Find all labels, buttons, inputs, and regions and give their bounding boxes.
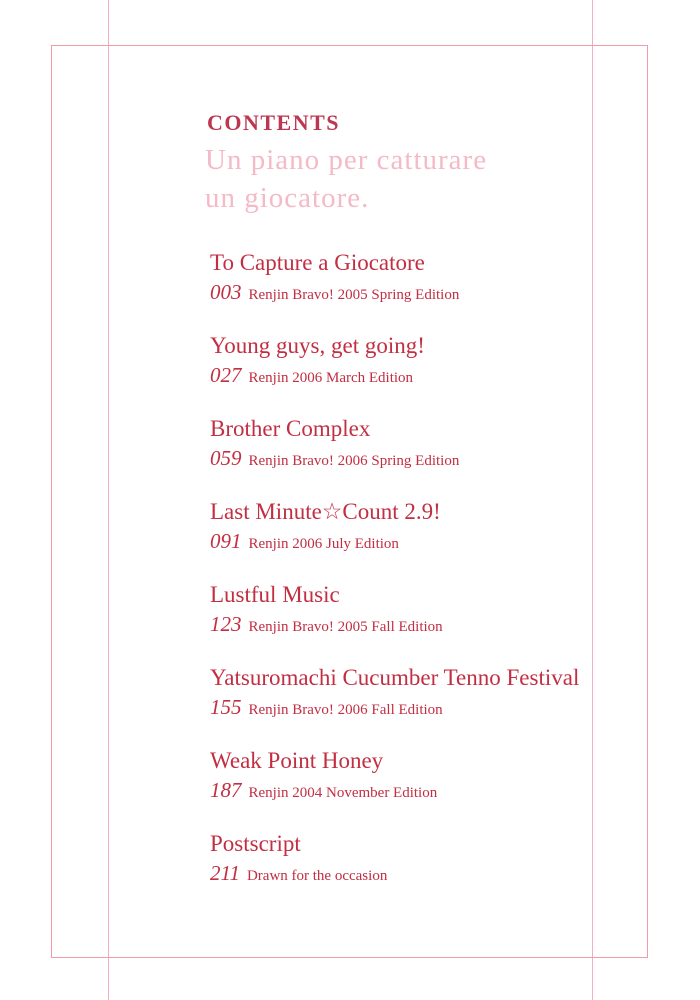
entry-title: Lustful Music [210, 582, 340, 607]
toc-list [210, 248, 579, 912]
entry-page-number: 027 [210, 363, 242, 387]
toc-entry [210, 663, 579, 724]
entry-meta [210, 610, 579, 641]
entry-title: Young guys, get going! [210, 333, 425, 358]
entry-page-number: 091 [210, 529, 242, 553]
subtitle-italian [205, 141, 487, 217]
entry-title: Weak Point Honey [210, 748, 384, 773]
entry-source: Drawn for the occasion [246, 868, 388, 884]
entry-page-number: 059 [210, 446, 242, 470]
entry-source: Renjin Bravo! 2006 Spring Edition [248, 453, 460, 469]
toc-entry [210, 248, 579, 309]
entry-page-number: 187 [210, 778, 242, 802]
toc-entry [210, 746, 579, 807]
entry-source: Renjin 2006 July Edition [248, 536, 399, 552]
entry-title: Yatsuromachi Cucumber Tenno Festival [210, 665, 580, 690]
entry-meta [210, 859, 579, 890]
entry-meta [210, 444, 579, 475]
toc-entry [210, 829, 579, 890]
entry-meta [210, 527, 579, 558]
entry-page-number: 123 [210, 612, 242, 636]
entry-meta [210, 278, 579, 309]
entry-source: Renjin Bravo! 2005 Spring Edition [248, 287, 460, 303]
toc-entry [210, 331, 579, 392]
entry-title: Last Minute☆Count 2.9! [210, 499, 441, 524]
entry-source: Renjin 2004 November Edition [248, 785, 438, 801]
entry-source: Renjin 2006 March Edition [248, 370, 414, 386]
page-title: CONTENTS [207, 110, 341, 135]
entry-title: Postscript [210, 831, 301, 856]
entry-title: Brother Complex [210, 416, 371, 441]
subtitle-line-2: un giocatore. [205, 182, 370, 214]
entry-page-number: 003 [210, 280, 242, 304]
entry-page-number: 155 [210, 695, 242, 719]
toc-entry [210, 414, 579, 475]
subtitle-line-1: Un piano per catturare [205, 144, 488, 176]
entry-source: Renjin Bravo! 2006 Fall Edition [248, 702, 443, 718]
entry-page-number: 211 [210, 861, 240, 885]
entry-title: To Capture a Giocatore [210, 250, 425, 275]
toc-entry [210, 580, 579, 641]
toc-entry [210, 497, 579, 558]
entry-meta [210, 693, 579, 724]
entry-meta [210, 361, 579, 392]
entry-meta [210, 776, 579, 807]
entry-source: Renjin Bravo! 2005 Fall Edition [248, 619, 443, 635]
